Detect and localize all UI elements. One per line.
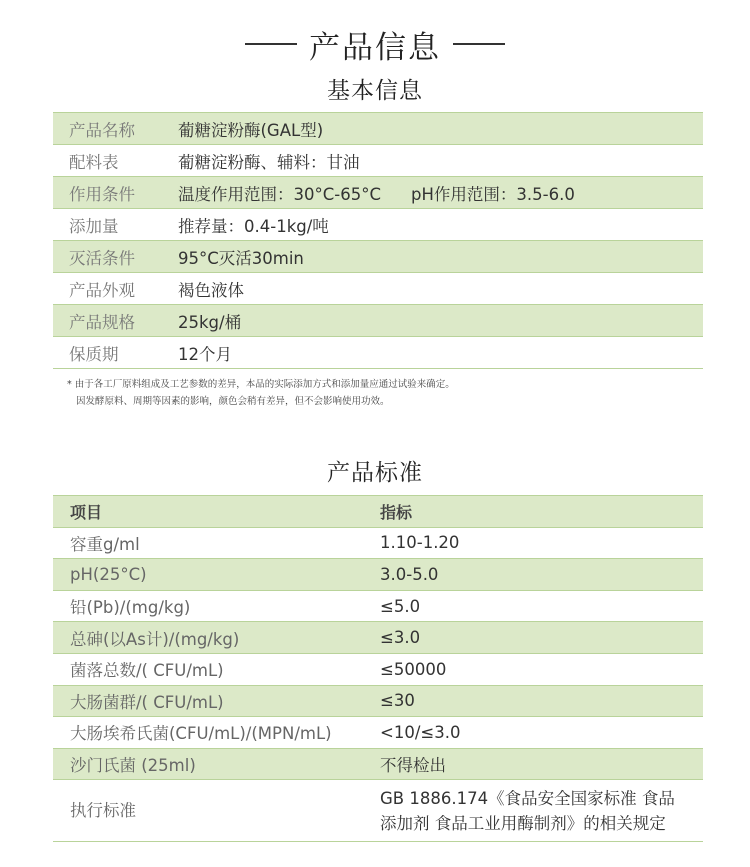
table-row xyxy=(53,590,703,622)
row-value: 推荐量：0.4-1kg/吨 xyxy=(164,209,703,241)
item-cell: 执行标准 xyxy=(53,780,363,842)
item-cell: 铅(Pb)/(mg/kg) xyxy=(53,590,363,622)
row-label: 保质期 xyxy=(53,337,164,369)
row-label: 产品名称 xyxy=(53,113,164,145)
table-row xyxy=(53,622,703,654)
table-header-row xyxy=(53,496,703,528)
value-line-2: 添加剂 食品工业用酶制剂》的相关规定 xyxy=(380,813,666,833)
item-cell: 沙门氏菌 (25ml) xyxy=(53,748,363,780)
value-cell: ≤3.0 xyxy=(363,622,703,654)
row-value: 褐色液体 xyxy=(164,273,703,305)
basic-info-table xyxy=(53,112,703,369)
value-line-1: GB 1886.174《食品安全国家标准 食品 xyxy=(380,788,675,808)
row-label: 添加量 xyxy=(53,209,164,241)
value-cell: 3.0-5.0 xyxy=(363,559,703,591)
value-cell: 1.10-1.20 xyxy=(363,527,703,559)
footnotes xyxy=(67,376,717,410)
table-row xyxy=(53,177,703,209)
footnote-2: 因发酵原料、周期等因素的影响，颜色会稍有差异，但不会影响使用功效。 xyxy=(76,396,390,407)
item-cell: 总砷(以As计)/(mg/kg) xyxy=(53,622,363,654)
row-label: 产品规格 xyxy=(53,305,164,337)
temperature-range: 温度作用范围：30°C-65°C xyxy=(178,184,381,204)
row-value: 葡糖淀粉酶(GAL型) xyxy=(164,113,703,145)
table-row xyxy=(53,748,703,780)
standard-table xyxy=(53,495,703,842)
table-row xyxy=(53,780,703,842)
title-dash-left xyxy=(245,43,297,45)
table-row xyxy=(53,717,703,749)
item-cell: 菌落总数/( CFU/mL) xyxy=(53,653,363,685)
ph-range: pH作用范围：3.5-6.0 xyxy=(411,184,575,204)
item-cell: pH(25°C) xyxy=(53,559,363,591)
value-cell: 不得检出 xyxy=(363,748,703,780)
table-row xyxy=(53,209,703,241)
row-value-group xyxy=(164,177,703,209)
item-cell: 大肠埃希氏菌(CFU/mL)/(MPN/mL) xyxy=(53,717,363,749)
page-title-text: 产品信息 xyxy=(309,29,441,66)
value-cell: <10/≤3.0 xyxy=(363,717,703,749)
footnote-1: * 由于各工厂原料组成及工艺参数的差异，本品的实际添加方式和添加量应通过试验来确定。 xyxy=(67,379,455,390)
row-value: 葡糖淀粉酶、辅料：甘油 xyxy=(164,145,703,177)
page-title xyxy=(0,22,750,66)
title-dash-right xyxy=(453,43,505,45)
table-row xyxy=(53,241,703,273)
standard-title: 产品标准 xyxy=(327,460,423,486)
basic-info-title: 基本信息 xyxy=(327,78,423,104)
table-row xyxy=(53,559,703,591)
row-label: 配料表 xyxy=(53,145,164,177)
row-label: 产品外观 xyxy=(53,273,164,305)
value-cell: ≤30 xyxy=(363,685,703,717)
value-cell: ≤5.0 xyxy=(363,590,703,622)
header-item: 项目 xyxy=(53,496,363,528)
item-cell: 大肠菌群/( CFU/mL) xyxy=(53,685,363,717)
item-cell: 容重g/ml xyxy=(53,527,363,559)
row-value: 95°C灭活30min xyxy=(164,241,703,273)
table-row xyxy=(53,653,703,685)
table-row xyxy=(53,113,703,145)
row-value: 25kg/桶 xyxy=(164,305,703,337)
row-label: 灭活条件 xyxy=(53,241,164,273)
table-row xyxy=(53,527,703,559)
table-row xyxy=(53,273,703,305)
table-row xyxy=(53,145,703,177)
table-row xyxy=(53,305,703,337)
table-row xyxy=(53,337,703,369)
table-row xyxy=(53,685,703,717)
row-label: 作用条件 xyxy=(53,177,164,209)
value-cell: ≤50000 xyxy=(363,653,703,685)
header-value: 指标 xyxy=(363,496,703,528)
row-value: 12个月 xyxy=(164,337,703,369)
value-cell xyxy=(363,780,703,842)
